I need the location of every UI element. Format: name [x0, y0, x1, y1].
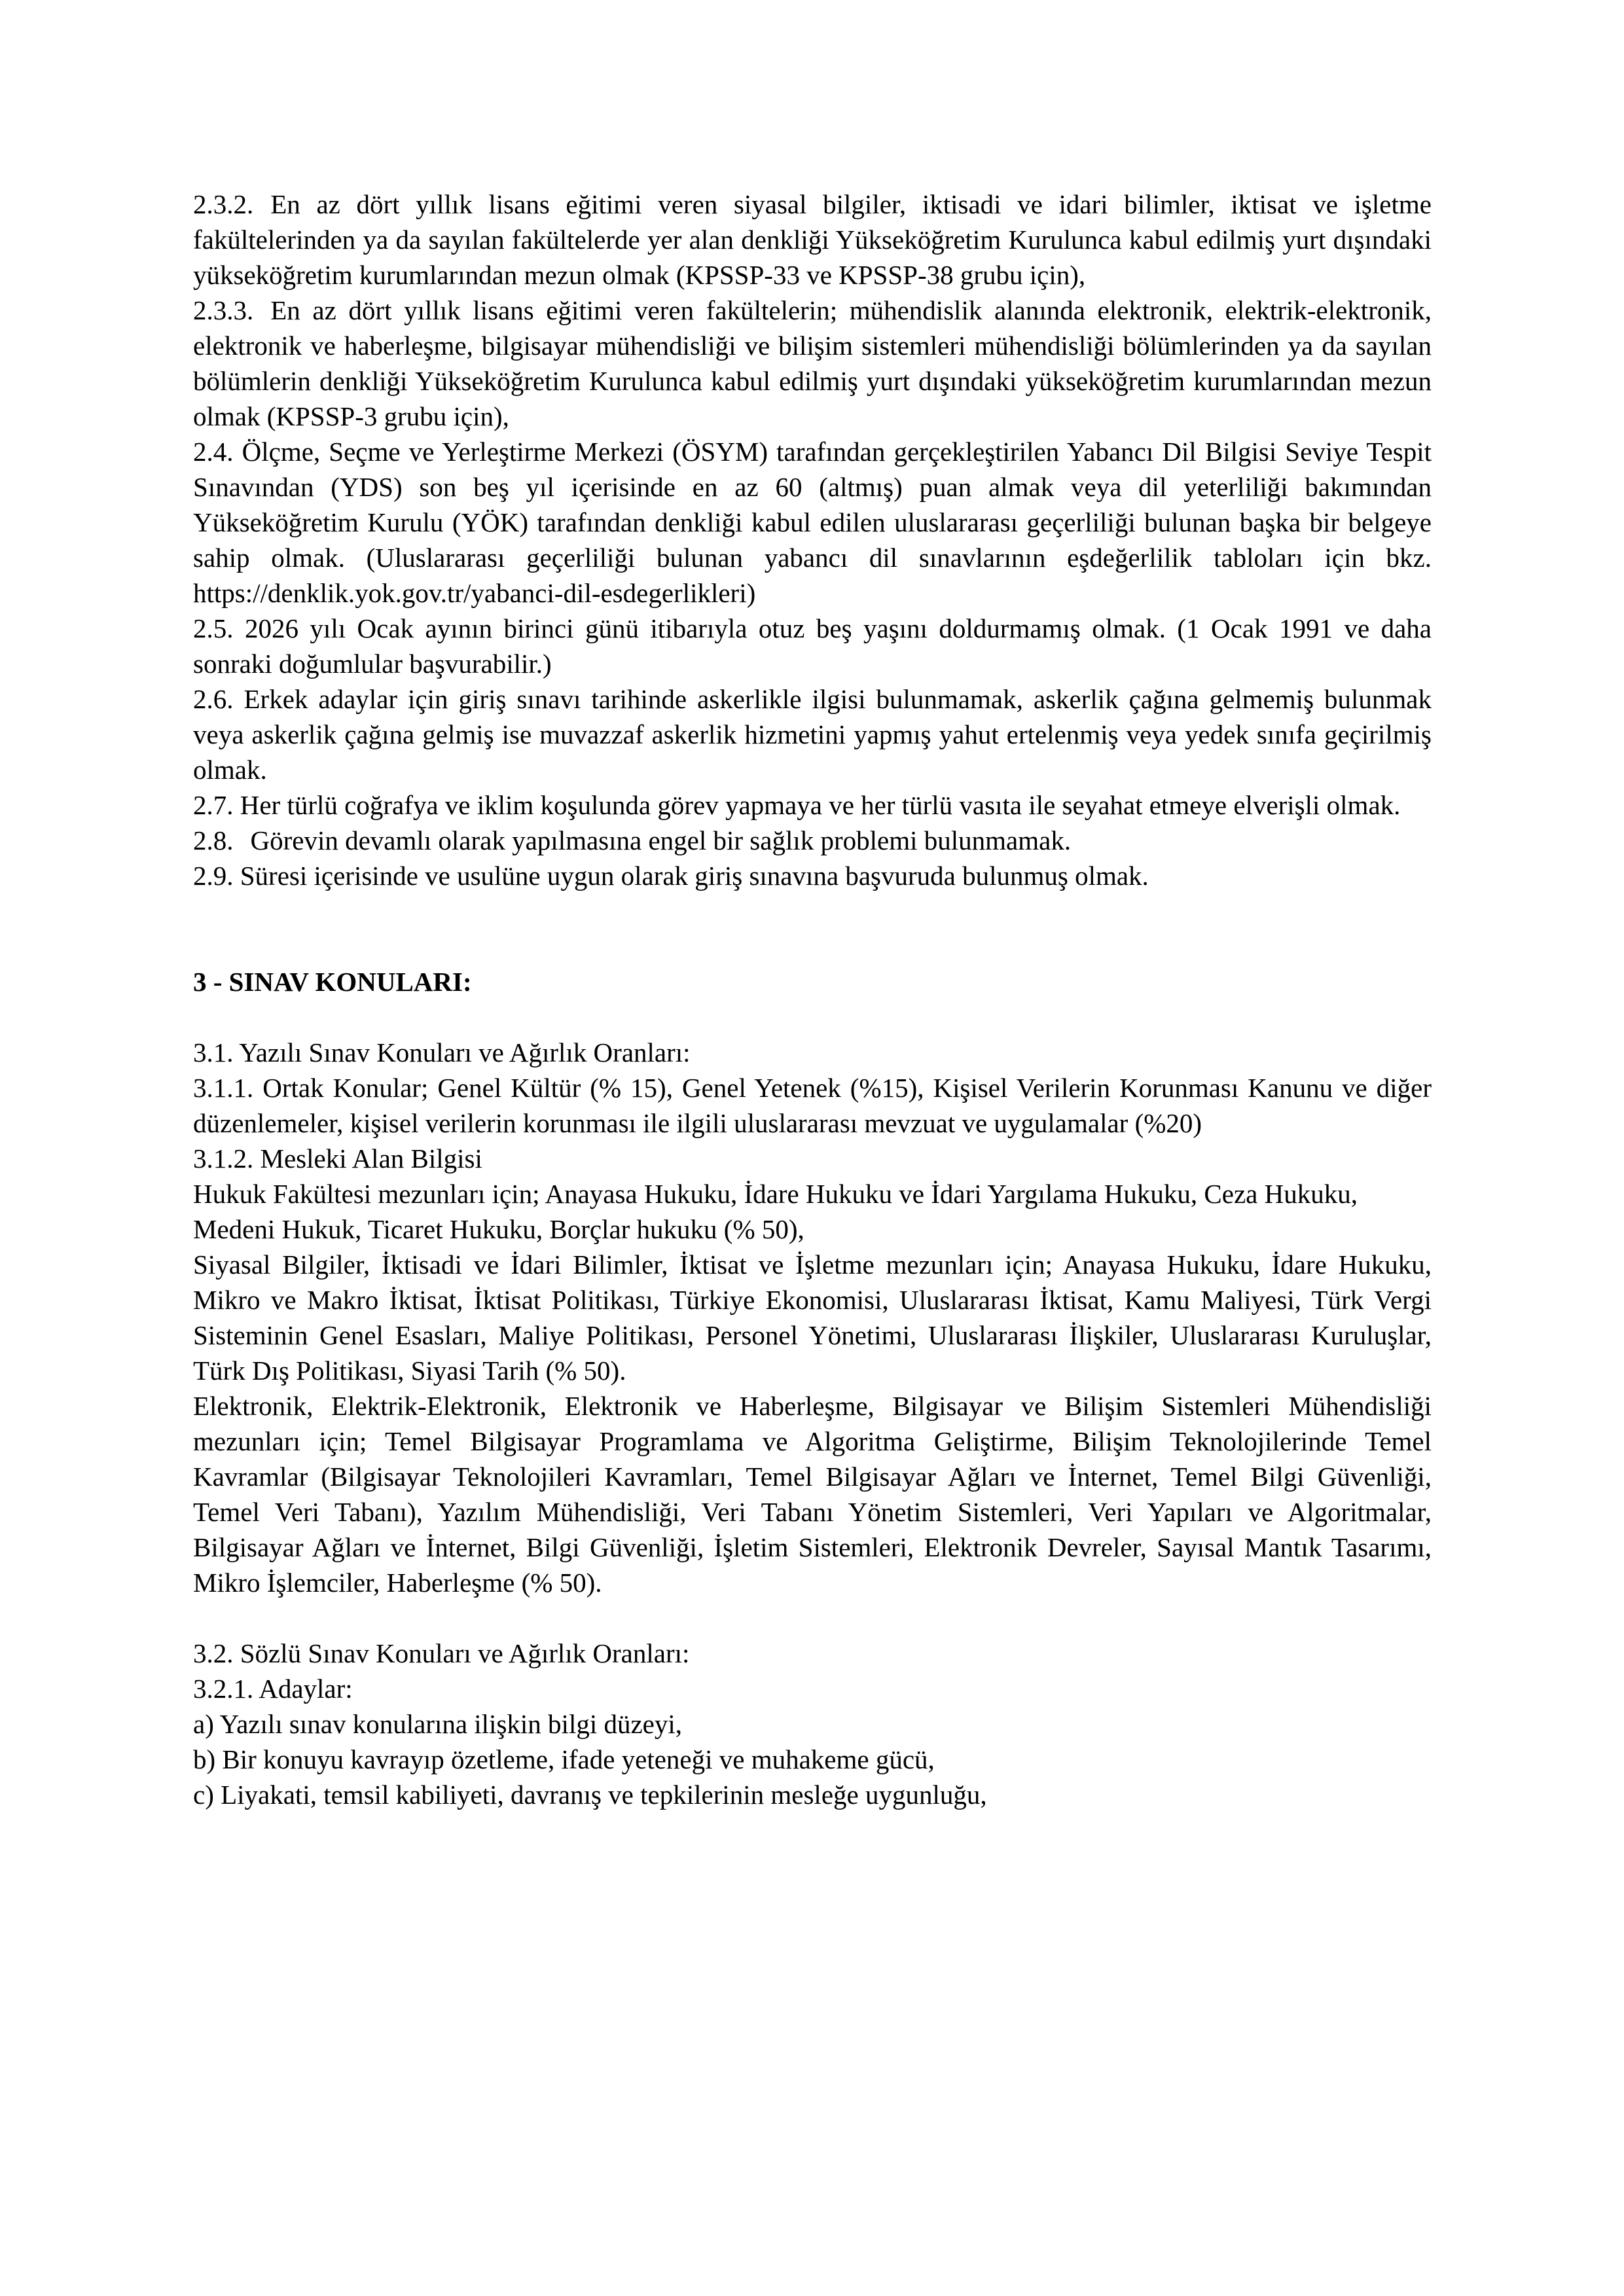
clause-text-2-3-3: En az dört yıllık lisans eğitimi veren fakültelerin; mühendislik alanında elektronik, elektrik-elektronik, elektronik ve haberleşme, bilgisayar mühendisliği ve bilişim sistemleri mühendisliği bölümlerinden ya da sayılan bölümlerin denkliği Yükseköğretim Kurulunca kabul edilmiş yurt dışındaki yükseköğretim kurumlarından mezun olmak (KPSSP-3 grubu için),	[193, 295, 1432, 431]
clause-text-2-9: Süresi içerisinde ve usulüne uygun olarak giriş sınavına başvuruda bulunmuş olmak.	[240, 861, 1149, 891]
item-3-1-2-hukuk: Hukuk Fakültesi mezunları için; Anayasa Hukuku, İdare Hukuku ve İdari Yargılama Hukuku, Ceza Hukuku, Medeni Hukuk, Ticaret Hukuku, Borçlar hukuku (% 50),	[193, 1179, 1358, 1244]
item-3-2-1-b: b) Bir konuyu kavrayıp özetleme, ifade yeteneği ve muhakeme gücü,	[193, 1744, 935, 1774]
clause-text-2-5: 2026 yılı Ocak ayının birinci günü itibarıyla otuz beş yaşını doldurmamış olmak. (1 Ocak 1991 ve daha sonraki doğumlular başvurabilir.)	[193, 613, 1432, 679]
clause-text-2-3-2: En az dört yıllık lisans eğitimi veren siyasal bilgiler, iktisadi ve idari bilimler, iktisat ve işletme fakültelerinden ya da sayılan fakültelerde yer alan denkliği Yükseköğretim Kurulunca kabul edilmiş yurt dışındaki yükseköğretim kurumlarından mezun olmak (KPSSP-33 ve KPSSP-38 grubu için),	[193, 189, 1432, 290]
clause-2-8	[193, 823, 1432, 858]
clause-2-6	[193, 681, 1432, 787]
item-3-1-2-siyasal: Siyasal Bilgiler, İktisadi ve İdari Bilimler, İktisat ve İşletme mezunları için; Anayasa Hukuku, İdare Hukuku, Mikro ve Makro İktisat, İktisat Politikası, Türkiye Ekonomisi, Uluslararası İktisat, Kamu Maliyesi, Türk Vergi Sisteminin Genel Esasları, Maliye Politikası, Personel Yönetimi, Uluslararası İlişkiler, Uluslararası Kuruluşlar, Türk Dış Politikası, Siyasi Tarih (% 50).	[193, 1249, 1432, 1386]
section-spacer-before-oral	[193, 1600, 1432, 1636]
item-3-2: 3.2. Sözlü Sınav Konuları ve Ağırlık Oranları:	[193, 1638, 690, 1668]
section-spacer-before-heading	[193, 893, 1432, 964]
clause-2-9	[193, 858, 1432, 893]
item-3-1-2: 3.1.2. Mesleki Alan Bilgisi	[193, 1143, 482, 1174]
clause-number-2-7: 2.7.	[193, 790, 234, 820]
clause-number-2-9: 2.9.	[193, 861, 234, 891]
item-3-1-2-muhendislik: Elektronik, Elektrik-Elektronik, Elektronik ve Haberleşme, Bilgisayar ve Bilişim Sistemleri Mühendisliği mezunları için; Temel Bilgisayar Programlama ve Algoritma Geliştirme, Bilişim Teknolojilerinde Temel Kavramlar (Bilgisayar Teknolojileri Kavramları, Temel Bilgisayar Ağları ve İnternet, Temel Bilgi Güvenliği, Temel Veri Tabanı), Yazılım Mühendisliği, Veri Tabanı Yönetim Sistemleri, Veri Yapıları ve Algoritmalar, Bilgisayar Ağları ve İnternet, Bilgi Güvenliği, İşletim Sistemleri, Elektronik Devreler, Sayısal Mantık Tasarımı, Mikro İşlemciler, Haberleşme (% 50).	[193, 1391, 1432, 1598]
clause-2-3-2	[193, 187, 1432, 293]
item-3-1-1: 3.1.1. Ortak Konular; Genel Kültür (% 15), Genel Yetenek (%15), Kişisel Verilerin Korunması Kanunu ve diğer düzenlemeler, kişisel verilerin korunması ile ilgili uluslararası mevzuat ve uygulamalar (%20)	[193, 1073, 1432, 1138]
clause-text-2-8: Görevin devamlı olarak yapılmasına engel bir sağlık problemi bulunmamak.	[250, 825, 1072, 855]
clause-number-2-3-3: 2.3.3.	[193, 295, 254, 325]
item-3-2-1-c: c) Liyakati, temsil kabiliyeti, davranış ve tepkilerinin mesleğe uygunluğu,	[193, 1780, 987, 1810]
clause-number-2-5: 2.5.	[193, 613, 234, 643]
section-spacer-after-heading	[193, 999, 1432, 1035]
item-3-1: 3.1. Yazılı Sınav Konuları ve Ağırlık Oranları:	[193, 1037, 691, 1067]
item-3-2-1-a: a) Yazılı sınav konularına ilişkin bilgi düzeyi,	[193, 1709, 683, 1739]
clause-text-2-7: Her türlü coğrafya ve iklim koşulunda görev yapmaya ve her türlü vasıta ile seyahat etmeye elverişli olmak.	[240, 790, 1401, 820]
clause-number-2-3-2: 2.3.2.	[193, 189, 254, 219]
clause-2-7	[193, 787, 1432, 823]
clause-number-2-6: 2.6.	[193, 684, 234, 714]
clause-text-2-4: Ölçme, Seçme ve Yerleştirme Merkezi (ÖSYM) tarafından gerçekleştirilen Yabancı Dil Bilgisi Seviye Tespit Sınavından (YDS) son beş yıl içerisinde en az 60 (altmış) puan almak veya dil yeterliliği bakımından Yükseköğretim Kurulu (YÖK) tarafından denkliği kabul edilen uluslararası geçerliliği bulunan başka bir belgeye sahip olmak. (Uluslararası geçerliliği bulunan yabancı dil sınavlarının eşdeğerlilik tabloları için bkz. https://denklik.yok.gov.tr/yabanci-dil-esdegerlikleri)	[193, 437, 1432, 608]
clause-2-5	[193, 611, 1432, 681]
item-3-2-1: 3.2.1. Adaylar:	[193, 1674, 353, 1704]
page-content	[193, 187, 1432, 1812]
section-heading-3: 3 - SINAV KONULARI:	[193, 967, 472, 997]
clause-2-4	[193, 434, 1432, 611]
clause-2-3-3	[193, 293, 1432, 434]
clause-number-2-4: 2.4.	[193, 437, 234, 467]
clause-number-2-8: 2.8.	[193, 825, 234, 855]
clause-text-2-6: Erkek adaylar için giriş sınavı tarihinde askerlikle ilgisi bulunmamak, askerlik çağına gelmemiş bulunmak veya askerlik çağına gelmiş ise muvazzaf askerlik hizmetini yapmış yahut ertelenmiş veya yedek sınıfa geçirilmiş olmak.	[193, 684, 1432, 785]
